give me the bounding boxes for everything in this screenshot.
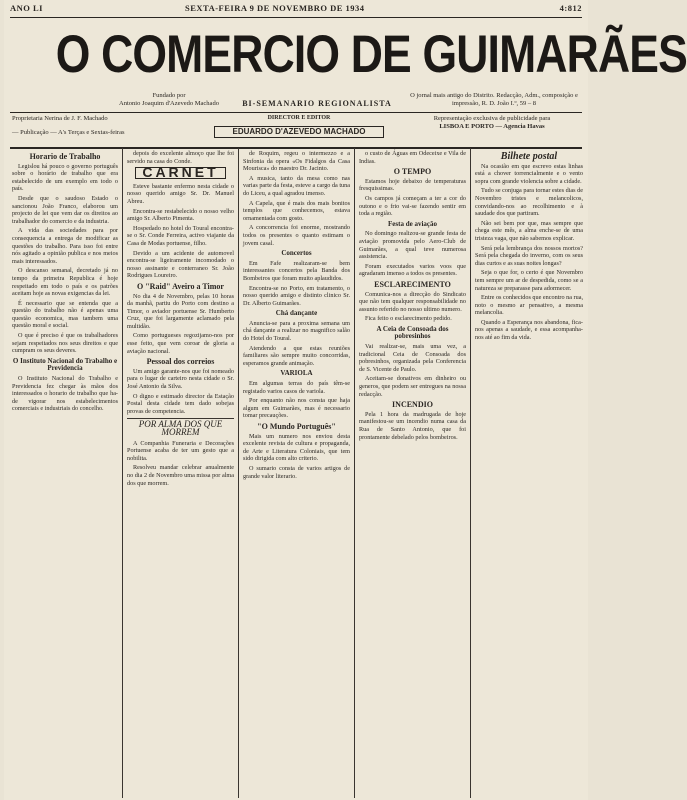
founder-name: Antonio Joaquim d'Azevedo Machado [119, 99, 219, 107]
top-rule [10, 17, 582, 18]
article-heading: Festa de aviação [388, 219, 437, 228]
top-info-line [10, 3, 582, 17]
article-paragraph: Não sei bem por que, mas sempre que chega este mês, a alma enche-se de uma tristeza vaga, que não sabemos explicar. [475, 219, 583, 242]
article-paragraph: Desde que o saudoso Estado o sancionou João Franco, elaborou um projecto de lei que vem dar os direitos ao trabalhador do comercio e da industria. [12, 194, 118, 225]
advertising-block [400, 115, 584, 131]
article-heading: INCENDIO [392, 400, 433, 410]
article-paragraph: Encontra-se no Porto, em tratamento, o nosso querido amigo e distinto clinico Sr. Dr. Alberto Guimarães. [243, 284, 350, 307]
article-paragraph: de Roquim, regeu o intermezzo e a Sinfonia da opera «Os Fidalgos da Casa Mourisca» do maestro Dr. Jacinto. [243, 150, 350, 173]
column-1 [12, 150, 118, 798]
article-paragraph: O que é preciso é que os trabalhadores sejam respeitados nos seus direitos e que cumpram os seus deveres. [12, 332, 118, 355]
founded-label: Fundado por [152, 92, 186, 99]
article-paragraph: A Capela, que é mais dos mais bonitos templos que conhecemos, estava ornamentada com gosto. [243, 199, 350, 222]
article-paragraph: Como portugueses regozijamo-nos por esse feito, que vem coroar de gloria a aviação nacional. [127, 332, 234, 355]
article-paragraph: Os campos já começam a ter a cor do outono e o frio vai-se fazendo sentir em toda a região. [359, 194, 466, 218]
founder-block [94, 92, 244, 107]
article-paragraph: A Companhia Funeraria e Decorações Portuense acaba de ter um gesto que a nobilita. [127, 439, 234, 462]
article-paragraph: o custo de Águas em Odeceixe e Vila de Indias. [359, 150, 466, 165]
director-label: DIRECTOR E EDITOR [267, 115, 331, 121]
issue-number: 4:812 [559, 3, 582, 13]
body-top-rule [10, 147, 582, 149]
column-4 [359, 150, 466, 798]
article-paragraph: Atendendo a que estas reuniões familiares são sempre muito concorridas, esperamos grande animação. [243, 344, 350, 367]
article-paragraph: Por enquanto não nos consta que haja algum em Guimarães, mas é necessario tomar precauções. [243, 397, 350, 420]
owner-block [12, 115, 192, 137]
article-paragraph: Pela 1 hora da madrugada de hoje manifestou-se um incendio numa casa da Rua de Santo Antonio, que foi prontamente debelado pelos bombeiros. [359, 410, 466, 441]
article-paragraph: Anuncia-se para a proxima semana um chá dançante a realizar no magnifico salão do Hotel do Toural. [243, 319, 350, 343]
article-paragraph: Comunica-nos a direcção do Sindicato que não tem qualquer responsabilidade no assunto referido no nosso ultimo numero. [359, 290, 466, 313]
column-divider [122, 148, 123, 798]
article-paragraph: Devido a um acidente de automovel encontra-se ligeiramente incomodado o nosso assinante e conterraneo Sr. João Rodrigues Loureiro. [127, 249, 234, 280]
director-name: EDUARDO D'AZEVEDO MACHADO [214, 126, 384, 138]
article-heading: ESCLARECIMENTO [374, 279, 451, 289]
article-heading: Bilhete postal [500, 151, 558, 162]
oldest-paper-note: O jornal mais antigo do Distrito. Redacção, Adm., composição e impressão, R. D. João I.º, 59 – 8 [410, 92, 578, 107]
article-paragraph: A concorrencia foi enorme, mostrando todos os presentes o quanto estimam o jovem casal. [243, 224, 350, 247]
article-heading: POR ALMA DOS QUE MORREM [127, 418, 234, 436]
article-paragraph: O descanso semanal, decretado já no tempo da primeira Republica é hoje respeitado em todo o país e os patrões aceitam hoje as novas exigencias da lei. [12, 267, 118, 298]
article-paragraph: Em Fafe realizaram-se bem interessantes concertos pela Banda dos Bombeiros que foram muito aplaudidos. [243, 259, 350, 282]
article-paragraph: Aceitam-se donativos em dinheiro ou generos, que podem ser entregues na nossa redacção. [359, 375, 466, 398]
article-paragraph: Mais um numero nos enviou desta excelente revista de cultura e propaganda, de Arte e Literatura Coloniais, que tem sido dirigida com alto criterio. [243, 432, 350, 463]
article-paragraph: No domingo realizou-se grande festa de aviação promovida pelo Aero-Club de Guimarães, a qual teve numerosa assistencia. [359, 230, 466, 261]
article-heading: VARIOLA [280, 369, 313, 378]
year-label: ANO LI [10, 3, 43, 13]
carnet-heading: CARNET [135, 167, 226, 179]
article-paragraph: A vida das sociedades para por consequencia a entrega de modificar as questões do trabalho. Para isso foi entre nós agitado a opinião publica e nos meios mais interessados. [12, 227, 118, 265]
owner-line: Proprietaria Nerina de J. F. Machado [12, 115, 108, 122]
article-paragraph: Vai realizar-se, mais uma vez, a tradicional Ceia de Consoada dos pobresinhos, organizada pela Conferencia de S. Vicente de Paulo. [359, 343, 466, 373]
newspaper-page [4, 0, 687, 800]
article-paragraph: Foram executados varios voos que agradaram imenso a todos os presentes. [359, 262, 466, 278]
frequency-label: BI-SEMANARIO REGIONALISTA [242, 99, 392, 108]
article-heading: Concertos [281, 249, 312, 258]
column-2 [127, 150, 234, 798]
advertising-cities: LISBOA E PORTO — Agencia Havas [439, 123, 545, 130]
masthead-title: O COMERCIO DE GUIMARÃES [55, 25, 687, 84]
column-divider [238, 148, 239, 798]
director-block [214, 114, 384, 138]
article-heading: A Ceia de Consoada dos pobresinhos [376, 324, 449, 341]
article-paragraph: Resolveu mandar celebrar anualmente no dia 2 de Novembro uma missa por alma dos que morrem. [127, 464, 234, 487]
article-heading: Pessoal dos correios [146, 357, 215, 367]
article-paragraph: No dia 4 de Novembro, pelas 10 horas da manhã, partiu do Porto com destino a Timor, o aviador portuense Sr. Humberto Cruz, que foi largamente aclamado pela multidão. [127, 292, 234, 330]
article-paragraph: depois do excelente almoço que lhe foi servido na casa do Conde. [127, 150, 234, 165]
article-paragraph: Encontra-se restabelecido o nosso velho amigo Sr. Alberto Pimenta. [127, 207, 234, 223]
article-paragraph: Hospedado no hotel do Toural encontra-se o Sr. Conde Ferreira, activo viajante da Casa de Modas portuense, filho. [127, 224, 234, 247]
article-paragraph: Na ocasião em que escrevo estas linhas está a chover torrencialmente e o vento sopra com grande violencia sobre a cidade. [475, 162, 583, 185]
article-heading: O "Raid" Aveiro a Timor [137, 281, 224, 291]
article-heading: O TEMPO [393, 167, 432, 177]
article-heading: Horario de Trabalho [29, 152, 101, 161]
article-paragraph: Um amigo garante-nos que foi nomeado para o lugar de carteiro nesta cidade o Sr. José Antonio da Silva. [127, 367, 234, 391]
article-paragraph: É necessario que se entenda que a questão do trabalho não é apenas uma questão economica, mas tambem uma questão moral e social. [12, 299, 118, 330]
publication-line: — Publicação — A's Terças e Sextas-feiras [12, 129, 125, 136]
column-divider [470, 148, 471, 798]
article-paragraph: Será pela lembrança dos nossos mortos? Será pela chegada do inverno, com os seus dias curtos e as suas noites longas? [475, 244, 583, 267]
article-heading: "O Mundo Português" [257, 422, 336, 431]
article-heading: O Instituto Nacional do Trabalho e Previdencia [12, 356, 118, 373]
article-paragraph: Fica feito o esclarecimento pedido. [365, 315, 452, 323]
column-divider [354, 148, 355, 798]
article-paragraph: Seja o que for, o certo é que Novembro tem sempre um ar de despedida, como se a natureza se preparasse para adormecer. [475, 269, 583, 292]
column-5 [475, 150, 583, 798]
article-paragraph: Esteve bastante enfermo nesta cidade o nosso querido amigo Sr. Dr. Manuel Abreu. [127, 182, 234, 205]
article-paragraph: Em algumas terras do país têm-se registado varios casos de variola. [243, 380, 350, 395]
article-paragraph: O sumario consta de varios artigos de grande valor literario. [243, 464, 350, 480]
article-paragraph: Legislou há pouco o governo português sobre o horário de trabalho que era estabelecido de um exemplo em todo o país. [12, 162, 118, 193]
article-paragraph: O Instituto Nacional do Trabalho e Previdencia fez chegar às mãos dos interessados o horario de trabalho que ha-de vigorar nos estabelecimentos comerciais e industriais do concelho. [12, 375, 118, 413]
frequency-line [232, 100, 402, 109]
column-3 [243, 150, 350, 798]
article-heading: Chá dançante [275, 309, 318, 318]
article-paragraph: A musica, tanto da mesa como nas varias parte da festa, esteve a cargo da tuna do Liceu, a qual agradou imenso. [243, 174, 350, 197]
advertising-line: Representação exclusiva de publicidade para [433, 115, 551, 122]
header-rule [10, 112, 582, 113]
article-paragraph: Estamos hoje debaixo de temperaturas fresquissimas. [359, 177, 466, 193]
issue-date: SEXTA-FEIRA 9 DE NOVEMBRO DE 1934 [185, 3, 365, 13]
article-paragraph: Tudo se conjuga para tornar estes dias de Novembro tristes e melancolicos, convidando-nos ao recolhimento e à saudade dos que partiram. [475, 187, 583, 218]
article-paragraph: Quando a Esperança nos abandona, fica-nos apenas a saudade, e essa acompanha-nos até ao fim da vida. [475, 318, 583, 342]
article-paragraph: Entre os conhecidos que encontro na rua, noto o mesmo ar pensativo, a mesma melancolia. [475, 294, 583, 317]
article-paragraph: O digno e estimado director da Estação Postal desta cidade tem dado sobejas provas de competencia. [127, 392, 234, 415]
